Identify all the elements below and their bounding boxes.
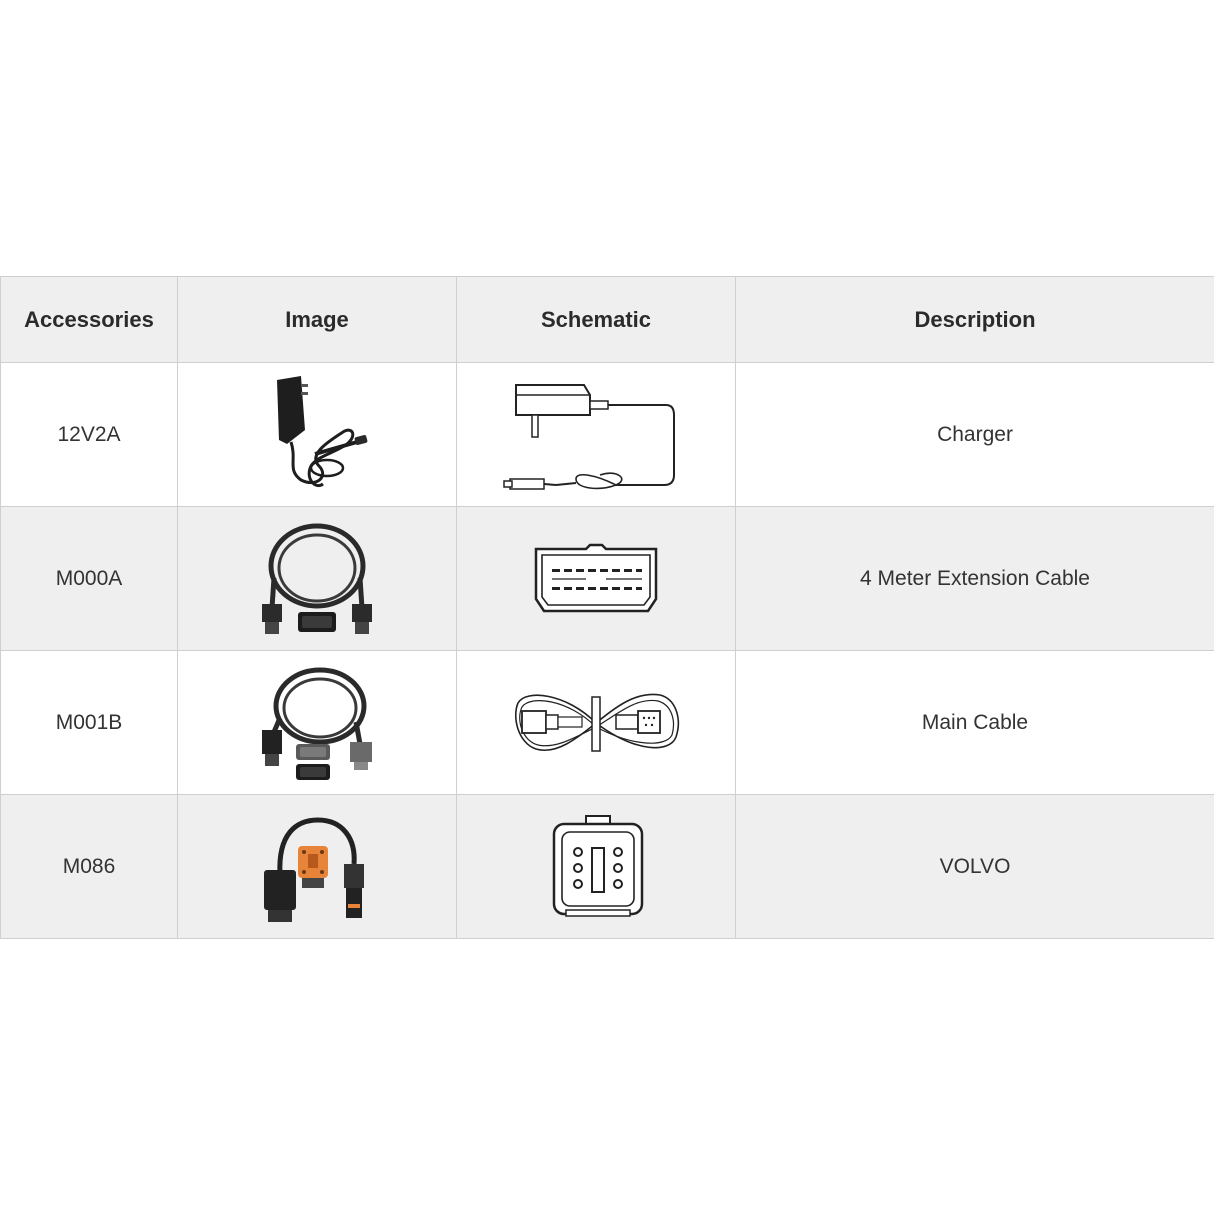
accessory-schematic <box>457 363 736 507</box>
table-row <box>1 651 1214 795</box>
header-schematic: Schematic <box>457 277 736 363</box>
accessory-code: 12V2A <box>1 363 178 507</box>
coiled-cable-schematic-icon <box>506 683 686 763</box>
header-accessories: Accessories <box>1 277 178 363</box>
accessory-image <box>178 363 457 507</box>
table-row <box>1 507 1214 651</box>
header-description: Description <box>736 277 1214 363</box>
accessory-image <box>178 651 457 795</box>
extension-cable-photo-icon <box>252 516 382 641</box>
volvo-connector-schematic-icon <box>546 812 646 922</box>
accessory-description: Charger <box>736 363 1214 507</box>
accessory-description: 4 Meter Extension Cable <box>736 507 1214 651</box>
table-header-row <box>1 277 1214 363</box>
accessory-code: M086 <box>1 795 178 939</box>
obd-connector-schematic-icon <box>526 539 666 619</box>
accessory-code: M000A <box>1 507 178 651</box>
accessory-schematic <box>457 651 736 795</box>
accessory-schematic <box>457 795 736 939</box>
main-cable-photo-icon <box>252 660 382 785</box>
accessory-image <box>178 795 457 939</box>
table-row <box>1 795 1214 939</box>
accessory-schematic <box>457 507 736 651</box>
accessory-image <box>178 507 457 651</box>
volvo-adapter-photo-icon <box>252 804 382 929</box>
accessory-description: Main Cable <box>736 651 1214 795</box>
accessory-description: VOLVO <box>736 795 1214 939</box>
charger-photo-icon <box>257 370 377 500</box>
charger-schematic-icon <box>496 375 696 495</box>
table-row <box>1 363 1214 507</box>
accessories-table <box>0 276 1214 939</box>
accessory-code: M001B <box>1 651 178 795</box>
header-image: Image <box>178 277 457 363</box>
